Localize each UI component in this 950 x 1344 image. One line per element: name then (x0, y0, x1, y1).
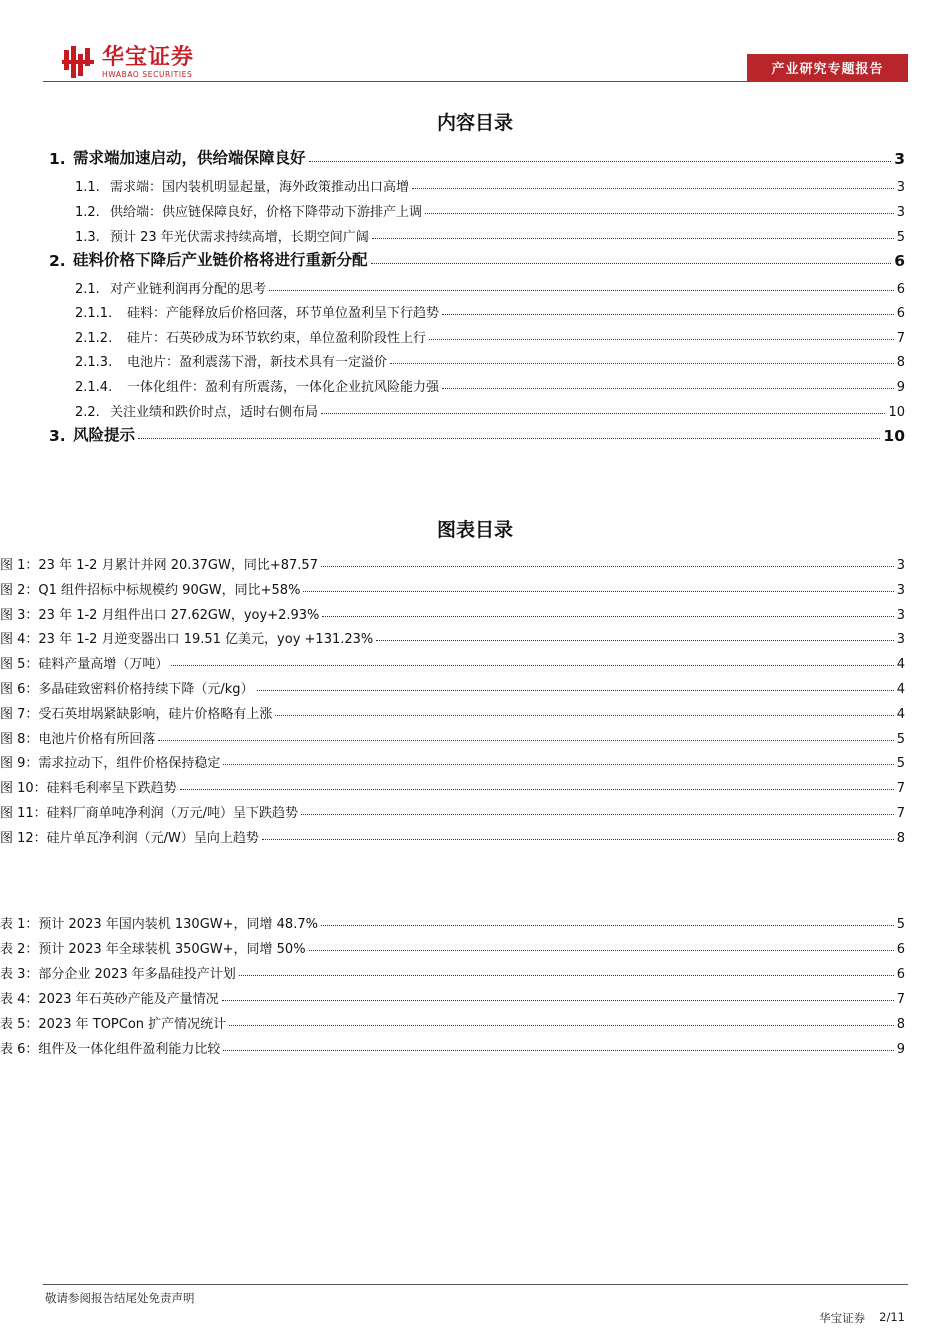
dot-leader (321, 925, 894, 926)
dot-leader (390, 363, 894, 364)
dot-leader (257, 690, 894, 691)
toc-entry[interactable] (0, 908, 950, 932)
dot-leader (442, 388, 894, 389)
toc-entry[interactable] (0, 396, 950, 420)
entry-number: 2.1.2. (75, 331, 113, 346)
entry-page-number: 4 (896, 682, 905, 697)
entry-number: 1.3. (75, 230, 100, 245)
dot-leader (262, 839, 894, 840)
entry-page-number: 4 (896, 657, 905, 673)
toc-entry[interactable] (0, 421, 950, 445)
disclaimer-note: 敬请参阅报告结尾处免责声明 (45, 1291, 195, 1305)
toc-entry[interactable] (0, 1033, 950, 1057)
entry-label: 图 11：硅料厂商单吨净利润（万元/吨）呈下跌趋势 (0, 806, 299, 821)
entry-label: 图 1：23 年 1-2 月累计并网 20.37GW，同比+87.57 (0, 558, 318, 573)
entry-label: 风险提示 (73, 426, 136, 444)
entry-label: 关注业绩和跌价时点，适时右侧布局 (110, 405, 319, 420)
dot-leader (372, 238, 894, 239)
logo-english-name: HWABAO SECURITIES (102, 69, 193, 79)
company-logo (60, 44, 194, 80)
figure-index-title: 图表目录 (436, 519, 513, 541)
entry-page-number: 3 (896, 205, 905, 220)
entry-page-number: 9 (896, 1042, 905, 1057)
dot-leader (412, 188, 894, 189)
toc-entry[interactable] (0, 933, 950, 957)
entry-page-number: 6 (896, 967, 905, 982)
entry-page-number: 5 (896, 756, 905, 772)
dot-leader (429, 339, 894, 340)
entry-label: 图 5：硅料产量高增（万吨） (0, 657, 169, 673)
dot-leader (158, 740, 893, 741)
entry-label: 表 5：2023 年 TOPCon 扩产情况统计 (0, 1017, 227, 1032)
dot-leader (275, 715, 893, 716)
toc-title: 内容目录 (436, 112, 513, 134)
toc-entry[interactable] (0, 648, 950, 672)
entry-label: 需求端加速启动，供给端保障良好 (73, 149, 306, 167)
dot-leader (322, 616, 893, 617)
entry-page-number: 3 (896, 180, 905, 195)
entry-page-number: 7 (896, 992, 905, 1007)
toc-entry[interactable] (0, 297, 950, 321)
entry-label: 供给端：供应链保障良好，价格下降带动下游排产上调 (110, 205, 423, 220)
entry-page-number: 4 (896, 706, 905, 722)
entry-page-number: 5 (896, 731, 905, 747)
dot-leader (309, 161, 892, 162)
header-divider (43, 81, 908, 82)
entry-page-number: 8 (896, 355, 905, 370)
dot-leader (171, 665, 893, 666)
entry-number: 2.1.3. (75, 355, 113, 370)
footer-divider (43, 1284, 908, 1285)
entry-page-number: 7 (896, 781, 905, 797)
logo-chinese-name: 华宝证券 (102, 44, 195, 70)
dot-leader (303, 591, 893, 592)
entry-label: 硅料价格下降后产业链价格将进行重新分配 (73, 251, 368, 269)
dot-leader (371, 263, 892, 264)
entry-number: 1. (49, 150, 66, 168)
entry-number: 3. (49, 427, 66, 445)
toc-entry[interactable] (0, 772, 950, 796)
toc-entry[interactable] (0, 747, 950, 771)
dot-leader (138, 438, 880, 439)
entry-label: 表 3：部分企业 2023 年多晶硅投产计划 (0, 967, 236, 982)
hwabao-logo-icon (60, 44, 96, 80)
entry-label: 表 2：预计 2023 年全球装机 350GW+，同增 50% (0, 942, 306, 957)
dot-leader (309, 950, 894, 951)
toc-entry[interactable] (0, 623, 950, 647)
entry-page-number: 10 (883, 427, 905, 445)
toc-entry[interactable] (0, 673, 950, 697)
entry-page-number: 8 (896, 1017, 905, 1032)
entry-page-number: 5 (896, 917, 905, 932)
toc-entry[interactable] (0, 221, 950, 245)
entry-page-number: 7 (896, 806, 905, 821)
toc-entry[interactable] (0, 599, 950, 623)
entry-number: 1.2. (75, 205, 100, 220)
toc-entry[interactable] (0, 322, 950, 346)
toc-entry[interactable] (0, 822, 950, 846)
toc-entry[interactable] (0, 983, 950, 1007)
dot-leader (239, 975, 894, 976)
footer-company: 华宝证券 (819, 1311, 866, 1325)
toc-entry[interactable] (0, 346, 950, 370)
dot-leader (229, 1025, 894, 1026)
entry-page-number: 10 (888, 405, 905, 420)
dot-leader (222, 1000, 894, 1001)
page-header (0, 0, 950, 90)
page-number: 2/11 (879, 1310, 905, 1324)
entry-number: 2.1.1. (75, 306, 113, 321)
entry-label: 电池片：盈利震荡下滑，新技术具有一定溢价 (127, 355, 388, 370)
entry-label: 对产业链利润再分配的思考 (110, 282, 267, 297)
entry-label: 图 8：电池片价格有所回落 (0, 731, 156, 747)
report-type-badge: 产业研究专题报告 (747, 54, 908, 81)
dot-leader (376, 640, 893, 641)
entry-page-number: 8 (896, 830, 905, 846)
entry-page-number: 6 (896, 942, 905, 957)
entry-page-number: 7 (896, 331, 905, 346)
toc-entry[interactable] (0, 171, 950, 195)
entry-label: 预计 23 年光伏需求持续高增，长期空间广阔 (110, 230, 369, 245)
entry-page-number: 6 (896, 282, 905, 297)
entry-label: 图 10：硅料毛利率呈下跌趋势 (0, 781, 177, 797)
entry-page-number: 5 (896, 230, 905, 245)
entry-label: 硅片：石英砂成为环节软约束，单位盈利阶段性上行 (127, 331, 427, 346)
toc-entry[interactable] (0, 958, 950, 982)
entry-page-number: 9 (896, 380, 905, 395)
toc-entry[interactable] (0, 371, 950, 395)
entry-page-number: 6 (896, 306, 905, 321)
toc-entry[interactable] (0, 144, 950, 168)
entry-label: 图 3：23 年 1-2 月组件出口 27.62GW，yoy+2.93% (0, 607, 320, 623)
footer-info (819, 1310, 905, 1326)
toc-entry[interactable] (0, 574, 950, 598)
toc-entry[interactable] (0, 196, 950, 220)
entry-label: 表 4：2023 年石英砂产能及产量情况 (0, 992, 219, 1007)
dot-leader (269, 290, 894, 291)
entry-number: 2.1. (75, 282, 100, 297)
dot-leader (223, 764, 893, 765)
dot-leader (425, 213, 894, 214)
dot-leader (223, 1050, 893, 1051)
dot-leader (321, 413, 885, 414)
entry-number: 2.1.4. (75, 380, 113, 395)
entry-label: 硅料：产能释放后价格回落，环节单位盈利呈下行趋势 (127, 306, 440, 321)
entry-label: 表 1：预计 2023 年国内装机 130GW+，同增 48.7% (0, 917, 318, 932)
entry-page-number: 3 (896, 632, 905, 648)
entry-number: 2. (49, 252, 66, 270)
entry-label: 图 7：受石英坩埚紧缺影响，硅片价格略有上涨 (0, 706, 273, 722)
entry-number: 1.1. (75, 180, 100, 195)
entry-label: 图 9：需求拉动下，组件价格保持稳定 (0, 756, 221, 772)
dot-leader (321, 566, 894, 567)
toc-entry[interactable] (0, 549, 950, 573)
dot-leader (301, 814, 894, 815)
entry-label: 一体化组件：盈利有所震荡，一体化企业抗风险能力强 (127, 380, 440, 395)
toc-entry[interactable] (0, 698, 950, 722)
toc-entry[interactable] (0, 246, 950, 270)
entry-label: 图 2：Q1 组件招标中标规模约 90GW，同比+58% (0, 582, 301, 598)
entry-label: 表 6：组件及一体化组件盈利能力比较 (0, 1042, 221, 1057)
entry-number: 2.2. (75, 405, 100, 420)
entry-page-number: 3 (896, 607, 905, 623)
entry-page-number: 3 (896, 582, 905, 598)
entry-label: 图 12：硅片单瓦净利润（元/W）呈向上趋势 (0, 830, 259, 846)
entry-page-number: 3 (896, 558, 905, 573)
entry-label: 需求端：国内装机明显起量，海外政策推动出口高增 (110, 180, 410, 195)
entry-page-number: 3 (894, 150, 905, 168)
toc-entry[interactable] (0, 797, 950, 821)
entry-page-number: 6 (894, 252, 905, 270)
dot-leader (442, 314, 894, 315)
entry-label: 图 4：23 年 1-2 月逆变器出口 19.51 亿美元，yoy +131.23% (0, 632, 374, 648)
toc-entry[interactable] (0, 1008, 950, 1032)
toc-entry[interactable] (0, 723, 950, 747)
dot-leader (180, 789, 894, 790)
entry-label: 图 6：多晶硅致密料价格持续下降（元/kg） (0, 682, 254, 697)
toc-entry[interactable] (0, 273, 950, 297)
